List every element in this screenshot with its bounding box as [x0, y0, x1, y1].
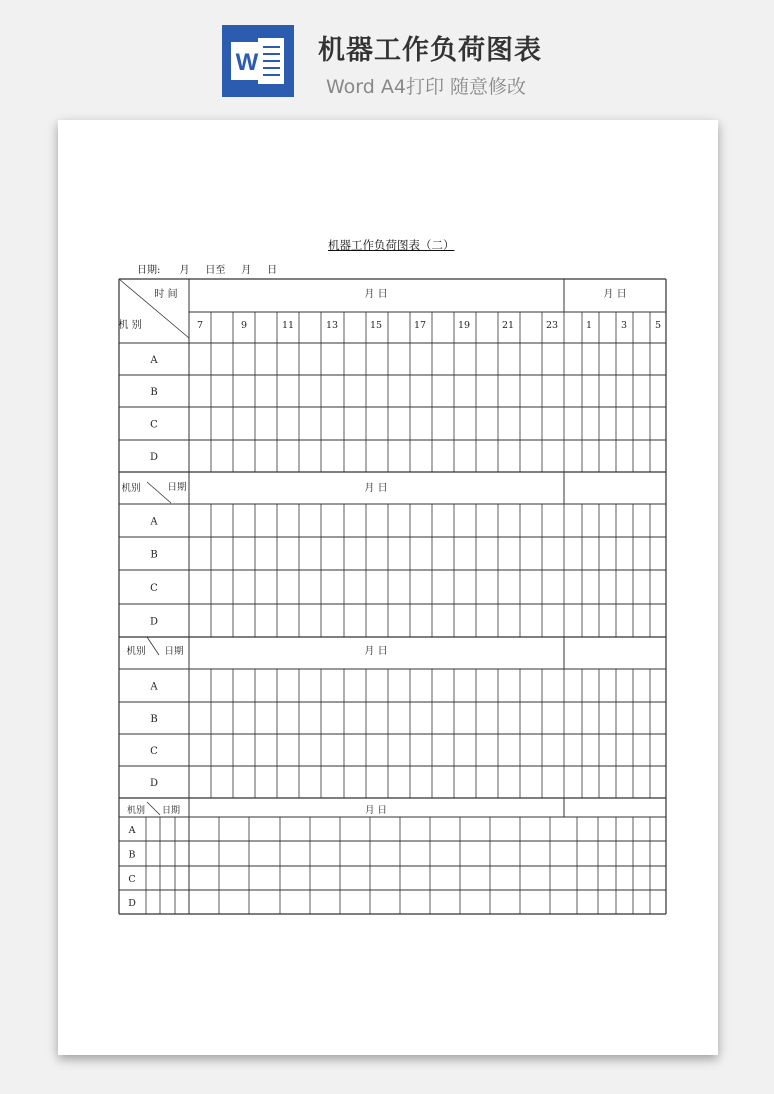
section4-date-label: 日期 — [161, 806, 181, 816]
hour-label-23: 23 — [545, 320, 559, 331]
corner-time-label: 时 间 — [154, 289, 178, 300]
section2-month-day: 月 日 — [364, 483, 388, 494]
machine-label-C: C — [150, 746, 158, 757]
hour-label-15: 15 — [369, 320, 383, 331]
machine-label-D: D — [149, 778, 159, 789]
section3-machine-label: 机别 — [126, 646, 146, 657]
section-diagonal — [147, 637, 159, 655]
section3-date-label: 日期 — [164, 646, 184, 657]
machine-label-C: C — [128, 874, 136, 885]
header-month-day: 月 日 — [364, 289, 388, 300]
page-subtitle: Word A4打印 随意修改 — [326, 76, 527, 98]
machine-label-A: A — [150, 681, 158, 693]
hour-label-1: 1 — [585, 320, 593, 331]
hour-label-3: 3 — [620, 320, 628, 331]
hour-label-7: 7 — [196, 320, 204, 331]
machine-label-A: A — [150, 355, 158, 366]
hour-label-17: 17 — [413, 320, 427, 331]
hour-label-11: 11 — [281, 320, 295, 331]
word-logo-letter: W — [235, 49, 259, 76]
section4-month-day: 月 日 — [364, 805, 388, 816]
corner-machine-label: 机 别 — [118, 320, 142, 331]
machine-label-B: B — [150, 549, 158, 561]
hour-label-5: 5 — [654, 320, 662, 331]
section3-month-day: 月 日 — [364, 646, 388, 657]
machine-label-D: D — [149, 616, 159, 628]
document-title: 机器工作负荷图表（二） — [328, 238, 455, 252]
machine-label-A: A — [128, 825, 136, 836]
page-title: 机器工作负荷图表 — [318, 35, 542, 66]
hour-label-13: 13 — [325, 320, 339, 331]
machine-label-A: A — [150, 516, 158, 528]
machine-label-D: D — [128, 898, 136, 909]
date-line: 日期: 月 日至 月 日 — [137, 265, 278, 276]
section2-date-label: 日期 — [167, 482, 187, 493]
machine-label-D: D — [149, 452, 159, 463]
machine-label-C: C — [150, 419, 158, 431]
machine-label-C: C — [150, 583, 158, 594]
section-diagonal — [147, 802, 160, 815]
machine-label-B: B — [150, 714, 158, 725]
section4-machine-label: 机别 — [126, 806, 146, 816]
hour-label-19: 19 — [457, 320, 471, 331]
machine-label-B: B — [150, 387, 158, 398]
machine-label-B: B — [128, 849, 136, 861]
hour-label-21: 21 — [501, 320, 515, 331]
hour-label-9: 9 — [240, 320, 248, 331]
header-month-day-right: 月 日 — [603, 289, 627, 300]
section2-machine-label: 机别 — [121, 483, 141, 494]
